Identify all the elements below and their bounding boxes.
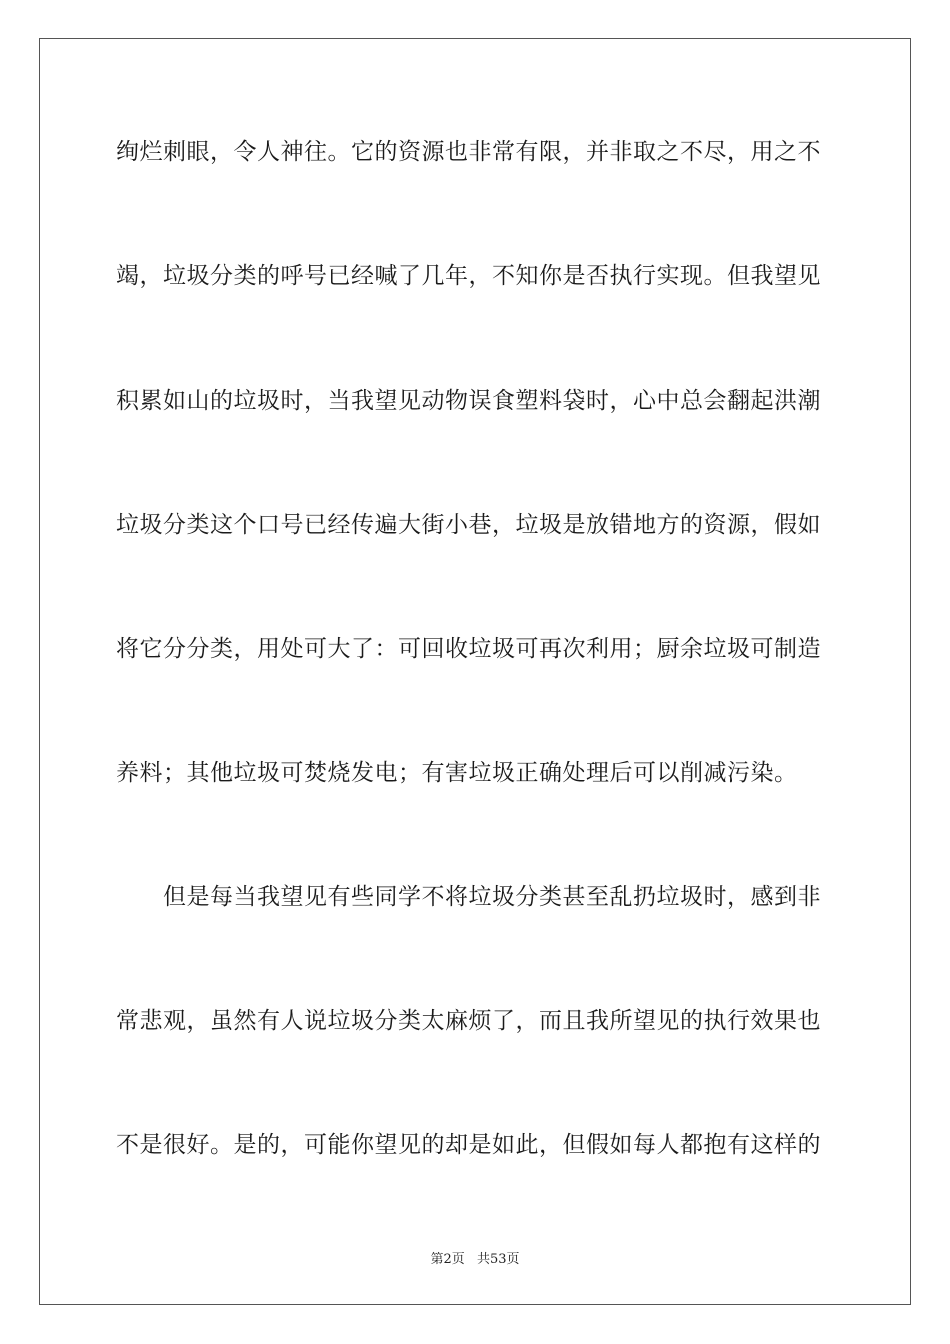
text-line-5: 将它分分类，用处可大了：可回收垃圾可再次利用；厨余垃圾可制造 [116,636,821,662]
text-line-4: 垃圾分类这个口号已经传遍大街小巷，垃圾是放错地方的资源，假如 [116,512,821,538]
page-number: 第2页 [430,1252,465,1267]
text-line-2: 竭，垃圾分类的呼号已经喊了几年，不知你是否执行实现。但我望见 [116,263,821,289]
text-line-6: 养料；其他垃圾可焚烧发电；有害垃圾正确处理后可以削减污染。 [116,760,798,786]
text-line-9: 不是很好。是的，可能你望见的却是如此，但假如每人都抱有这样的 [116,1132,821,1158]
text-line-7: 但是每当我望见有些同学不将垃圾分类甚至乱扔垃圾时，感到非 [116,884,821,910]
text-line-1: 绚烂刺眼，令人神往。它的资源也非常有限，并非取之不尽，用之不 [116,139,821,165]
text-line-3: 积累如山的垃圾时，当我望见动物误食塑料袋时，心中总会翻起洪潮 [116,388,821,414]
page-border [39,38,911,1305]
page-total: 共53页 [476,1252,520,1267]
page-footer [0,1248,950,1267]
text-line-8: 常悲观，虽然有人说垃圾分类太麻烦了，而且我所望见的执行效果也 [116,1008,821,1034]
